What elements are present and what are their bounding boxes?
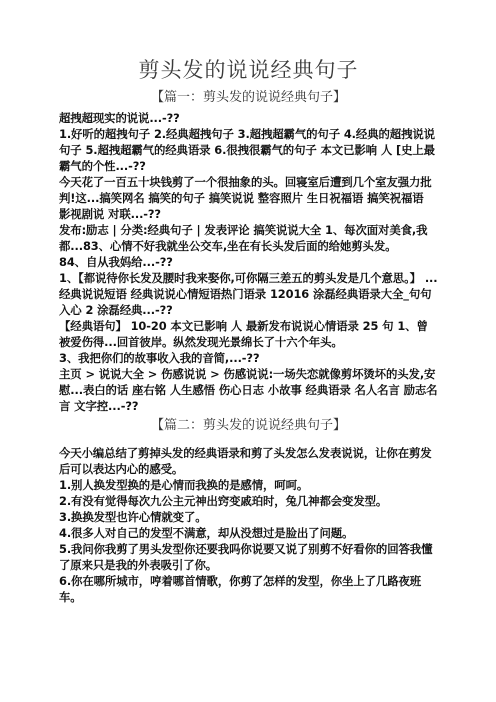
section-one [59,88,438,414]
paragraph: 今天小编总结了剪掉头发的经典语录和剪了头发怎么发表说说，让你在剪发后可以表达内心的感受。 [59,446,432,476]
paragraph: 84、自从我妈给...-?? [59,255,173,269]
document-title: 剪头发的说说经典句子 [138,58,359,82]
paragraph: 发布:励志 | 分类:经典句子 | 发表评论 搞笑说说大全 1、每次面对美食,我都...83、心情不好我就坐公交车,坐在有长头发后面的给她剪头发。 [59,223,428,253]
section-one-heading: 【篇一：剪头发的说说经典句子】 [150,90,346,105]
paragraph: 【经典语句】 10-20 本文已影响 人 最新发布说说心情语录 25 句 1、曾被爱伤得...回首彼岸。纵然发现光景绵长了十六个年头。 [59,319,428,349]
paragraph: 主页 > 说说大全 > 伤感说说 > 伤感说说:一场失恋就像剪坏烫坏的头发,安慰...表白的话 座右铭 人生感悟 伤心日志 小故事 经典语录 名人名言 励志名言 文字控...-?? [59,367,438,413]
paragraph: 1.别人换发型换的是心情而我换的是感情，呵呵。 [59,478,309,492]
section-two-heading: 【篇二：剪头发的说说经典句子】 [150,418,346,433]
paragraph: 3.换换发型也许心情就变了。 [59,510,207,524]
section-two [59,416,438,605]
paragraph: 超拽超现实的说说...-?? [59,111,180,125]
paragraph: 6.你在哪所城市，哼着哪首情歌，你剪了怎样的发型，你坐上了几路夜班车。 [59,574,422,604]
paragraph: 1.好听的超拽句子 2.经典超拽句子 3.超拽超霸气的句子 4.经典的超拽说说句子 5.超拽超霸气的经典语录 6.很拽很霸气的句子 本文已影响 人 [史上最霸气的个性...-?? [59,127,435,173]
paragraph: 今天花了一百五十块钱剪了一个很抽象的头。回寝室后遭到几个室友强力批判!这...搞笑网名 搞笑的句子 搞笑说说 整容照片 生日祝福语 搞笑祝福语 影视剧说 对联...-?? [59,175,432,221]
paragraph: 1、【都说待你长发及腰时我来娶你,可你隔三差五的剪头发是几个意思。】 ...经典说说短语 经典说说心情短语热门语录 12016 涂磊经典语录大全_句句入心 2 涂磊经典...-?? [59,271,438,317]
paragraph: 3、我把你们的故事收入我的音简,...-?? [59,351,260,365]
paragraph: 2.有没有觉得每次九公主元神出窍变戚珀时，兔几神都会变发型。 [59,494,388,508]
paragraph: 5.我问你我剪了男头发型你还要我吗你说要又说了别剪不好看你的回答我懂了原来只是我的外表吸引了你。 [59,542,433,572]
paragraph: 4.很多人对自己的发型不满意，却从没想过是脸出了问题。 [59,526,354,540]
